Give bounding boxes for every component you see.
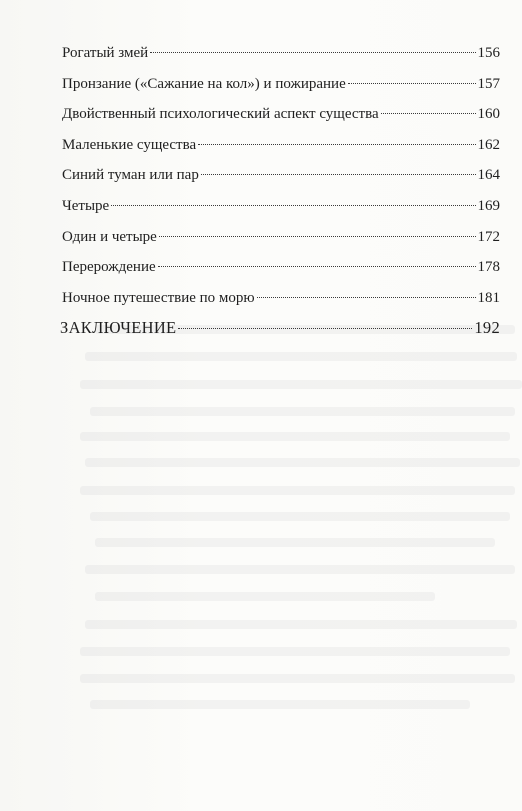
toc-entry-title: Рогатый змей — [62, 45, 149, 61]
bleed-through-line — [80, 432, 510, 441]
toc-entry-title: Ночное путешествие по морю — [62, 289, 255, 306]
toc-entry-page: 192 — [474, 318, 500, 338]
bleed-through-line — [95, 592, 435, 601]
toc-entry-page: 157 — [477, 75, 500, 92]
bleed-through-line — [85, 565, 515, 574]
toc-entry-title: Маленькие существа — [62, 136, 197, 153]
toc-entry — [60, 104, 500, 135]
toc-entry — [60, 257, 500, 288]
toc-entry — [60, 165, 500, 196]
toc-leader-dots — [198, 144, 475, 145]
toc-entry — [60, 74, 500, 105]
toc-leader-dots — [178, 328, 472, 329]
toc-entry — [60, 43, 500, 74]
bleed-through-line — [80, 647, 510, 656]
toc-entry-page: 181 — [477, 289, 500, 306]
toc-entry-page: 164 — [477, 167, 500, 184]
toc-leader-dots — [150, 52, 475, 53]
toc-entry-title: Синий туман или пар — [62, 167, 199, 184]
toc-entry-page: 169 — [477, 197, 500, 214]
toc-entry-title: Один и четыре — [62, 228, 157, 245]
toc-entry-title: Четыре — [62, 197, 110, 214]
toc-entry — [60, 196, 500, 227]
toc-entry-title: ЗАКЛЮЧЕНИЕ — [60, 318, 177, 338]
toc-leader-dots — [158, 266, 476, 267]
bleed-through-line — [80, 380, 522, 389]
toc-chapter-entry — [60, 318, 500, 349]
bleed-through-line — [90, 700, 470, 709]
toc-entry — [60, 288, 500, 319]
toc-leader-dots — [159, 236, 476, 237]
toc-entry-page: 160 — [477, 106, 500, 123]
toc-entry-page: 156 — [477, 45, 500, 61]
bleed-through-line — [90, 512, 510, 521]
toc-leader-dots — [381, 113, 476, 114]
toc-entry-page: 172 — [477, 228, 500, 245]
toc-leader-dots — [348, 83, 476, 84]
bleed-through-line — [85, 458, 520, 467]
bleed-through-line — [85, 352, 517, 361]
bleed-through-line — [85, 620, 517, 629]
bleed-through-line — [80, 486, 515, 495]
table-of-contents — [60, 43, 500, 349]
toc-entry-title: Перерождение — [62, 259, 156, 276]
toc-leader-dots — [111, 205, 475, 206]
bleed-through-line — [90, 407, 515, 416]
bleed-through-line — [95, 538, 495, 547]
toc-entry — [60, 135, 500, 166]
toc-entry-title: Двойственный психологический аспект существа — [62, 106, 379, 123]
toc-leader-dots — [257, 297, 476, 298]
toc-leader-dots — [201, 174, 476, 175]
toc-entry-title: Пронзание («Сажание на кол») и пожирание — [62, 75, 346, 92]
toc-entry-page: 178 — [477, 259, 500, 276]
toc-entry-page: 162 — [477, 136, 500, 153]
bleed-through-line — [80, 674, 515, 683]
toc-entry — [60, 227, 500, 258]
